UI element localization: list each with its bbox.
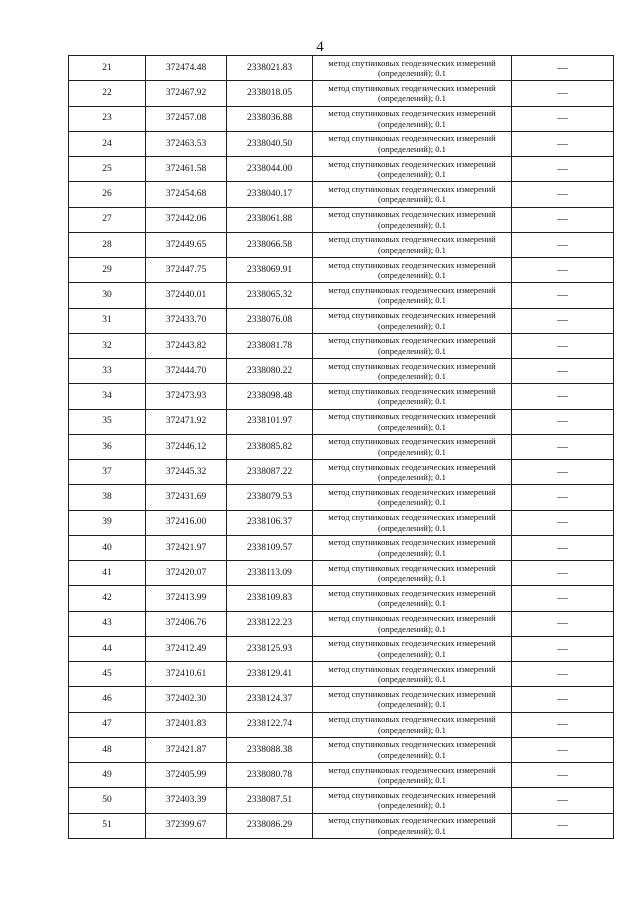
method-accuracy-cell: метод спутниковых геодезических измерений (определений); 0.1: [313, 56, 512, 81]
method-accuracy-cell: метод спутниковых геодезических измерений (определений); 0.1: [313, 611, 512, 636]
description-cell: —: [512, 359, 614, 384]
method-accuracy-cell: метод спутниковых геодезических измерений (определений); 0.1: [313, 359, 512, 384]
point-number-cell: 39: [69, 510, 146, 535]
x-coordinate-cell: 372457.08: [146, 106, 227, 131]
description-cell: —: [512, 182, 614, 207]
description-cell: —: [512, 232, 614, 257]
page-number: 4: [316, 39, 324, 55]
x-coordinate-cell: 372440.01: [146, 283, 227, 308]
table-row: [69, 510, 614, 535]
table-row: [69, 561, 614, 586]
x-coordinate-cell: 372402.30: [146, 687, 227, 712]
description-cell: —: [512, 712, 614, 737]
method-accuracy-cell: метод спутниковых геодезических измерений (определений); 0.1: [313, 106, 512, 131]
table-row: [69, 157, 614, 182]
method-accuracy-cell: метод спутниковых геодезических измерений (определений); 0.1: [313, 737, 512, 762]
y-coordinate-cell: 2338066.58: [227, 232, 313, 257]
table-row: [69, 283, 614, 308]
description-cell: —: [512, 737, 614, 762]
description-cell: —: [512, 535, 614, 560]
y-coordinate-cell: 2338124.37: [227, 687, 313, 712]
method-accuracy-cell: метод спутниковых геодезических измерений (определений); 0.1: [313, 535, 512, 560]
x-coordinate-cell: 372412.49: [146, 636, 227, 661]
x-coordinate-cell: 372446.12: [146, 434, 227, 459]
description-cell: —: [512, 687, 614, 712]
point-number-cell: 27: [69, 207, 146, 232]
method-accuracy-cell: метод спутниковых геодезических измерений (определений); 0.1: [313, 131, 512, 156]
y-coordinate-cell: 2338129.41: [227, 662, 313, 687]
description-cell: —: [512, 510, 614, 535]
table-row: [69, 788, 614, 813]
x-coordinate-cell: 372410.61: [146, 662, 227, 687]
point-number-cell: 41: [69, 561, 146, 586]
method-accuracy-cell: метод спутниковых геодезических измерений (определений); 0.1: [313, 182, 512, 207]
table-row: [69, 207, 614, 232]
point-number-cell: 26: [69, 182, 146, 207]
description-cell: —: [512, 434, 614, 459]
y-coordinate-cell: 2338069.91: [227, 258, 313, 283]
y-coordinate-cell: 2338080.22: [227, 359, 313, 384]
table-row: [69, 737, 614, 762]
x-coordinate-cell: 372471.92: [146, 409, 227, 434]
table-row: [69, 56, 614, 81]
description-cell: —: [512, 258, 614, 283]
y-coordinate-cell: 2338086.29: [227, 813, 313, 838]
y-coordinate-cell: 2338061.88: [227, 207, 313, 232]
point-number-cell: 43: [69, 611, 146, 636]
point-number-cell: 36: [69, 434, 146, 459]
table-row: [69, 308, 614, 333]
method-accuracy-cell: метод спутниковых геодезических измерений (определений); 0.1: [313, 712, 512, 737]
y-coordinate-cell: 2338044.00: [227, 157, 313, 182]
x-coordinate-cell: 372405.99: [146, 763, 227, 788]
y-coordinate-cell: 2338122.74: [227, 712, 313, 737]
table-row: [69, 409, 614, 434]
method-accuracy-cell: метод спутниковых геодезических измерений (определений); 0.1: [313, 384, 512, 409]
x-coordinate-cell: 372431.69: [146, 485, 227, 510]
method-accuracy-cell: метод спутниковых геодезических измерений (определений); 0.1: [313, 485, 512, 510]
method-accuracy-cell: метод спутниковых геодезических измерений (определений); 0.1: [313, 460, 512, 485]
x-coordinate-cell: 372401.83: [146, 712, 227, 737]
method-accuracy-cell: метод спутниковых геодезических измерений (определений); 0.1: [313, 258, 512, 283]
table-row: [69, 636, 614, 661]
x-coordinate-cell: 372473.93: [146, 384, 227, 409]
method-accuracy-cell: метод спутниковых геодезических измерений (определений); 0.1: [313, 813, 512, 838]
method-accuracy-cell: метод спутниковых геодезических измерений (определений); 0.1: [313, 510, 512, 535]
point-number-cell: 21: [69, 56, 146, 81]
point-number-cell: 45: [69, 662, 146, 687]
method-accuracy-cell: метод спутниковых геодезических измерений (определений); 0.1: [313, 409, 512, 434]
table-row: [69, 813, 614, 838]
table-row: [69, 258, 614, 283]
y-coordinate-cell: 2338036.88: [227, 106, 313, 131]
y-coordinate-cell: 2338101.97: [227, 409, 313, 434]
y-coordinate-cell: 2338106.37: [227, 510, 313, 535]
y-coordinate-cell: 2338065.32: [227, 283, 313, 308]
table-row: [69, 460, 614, 485]
point-number-cell: 38: [69, 485, 146, 510]
x-coordinate-cell: 372444.70: [146, 359, 227, 384]
method-accuracy-cell: метод спутниковых геодезических измерений (определений); 0.1: [313, 561, 512, 586]
y-coordinate-cell: 2338085.82: [227, 434, 313, 459]
description-cell: —: [512, 460, 614, 485]
method-accuracy-cell: метод спутниковых геодезических измерений (определений); 0.1: [313, 687, 512, 712]
method-accuracy-cell: метод спутниковых геодезических измерений (определений); 0.1: [313, 333, 512, 358]
table-row: [69, 662, 614, 687]
x-coordinate-cell: 372474.48: [146, 56, 227, 81]
point-number-cell: 47: [69, 712, 146, 737]
y-coordinate-cell: 2338081.78: [227, 333, 313, 358]
point-number-cell: 22: [69, 81, 146, 106]
point-number-cell: 37: [69, 460, 146, 485]
description-cell: —: [512, 283, 614, 308]
point-number-cell: 49: [69, 763, 146, 788]
x-coordinate-cell: 372399.67: [146, 813, 227, 838]
description-cell: —: [512, 561, 614, 586]
description-cell: —: [512, 106, 614, 131]
x-coordinate-cell: 372420.07: [146, 561, 227, 586]
x-coordinate-cell: 372461.58: [146, 157, 227, 182]
point-number-cell: 28: [69, 232, 146, 257]
point-number-cell: 34: [69, 384, 146, 409]
table-row: [69, 384, 614, 409]
table-row: [69, 106, 614, 131]
y-coordinate-cell: 2338088.38: [227, 737, 313, 762]
y-coordinate-cell: 2338109.83: [227, 586, 313, 611]
x-coordinate-cell: 372445.32: [146, 460, 227, 485]
point-number-cell: 42: [69, 586, 146, 611]
point-number-cell: 48: [69, 737, 146, 762]
table-row: [69, 333, 614, 358]
method-accuracy-cell: метод спутниковых геодезических измерений (определений); 0.1: [313, 157, 512, 182]
y-coordinate-cell: 2338040.17: [227, 182, 313, 207]
y-coordinate-cell: 2338087.22: [227, 460, 313, 485]
point-number-cell: 30: [69, 283, 146, 308]
description-cell: —: [512, 813, 614, 838]
point-number-cell: 25: [69, 157, 146, 182]
point-number-cell: 32: [69, 333, 146, 358]
table-row: [69, 232, 614, 257]
table-row: [69, 182, 614, 207]
x-coordinate-cell: 372447.75: [146, 258, 227, 283]
x-coordinate-cell: 372416.00: [146, 510, 227, 535]
point-number-cell: 31: [69, 308, 146, 333]
x-coordinate-cell: 372433.70: [146, 308, 227, 333]
y-coordinate-cell: 2338080.78: [227, 763, 313, 788]
method-accuracy-cell: метод спутниковых геодезических измерений (определений); 0.1: [313, 434, 512, 459]
method-accuracy-cell: метод спутниковых геодезических измерений (определений); 0.1: [313, 308, 512, 333]
point-number-cell: 40: [69, 535, 146, 560]
table-row: [69, 611, 614, 636]
table-row: [69, 81, 614, 106]
method-accuracy-cell: метод спутниковых геодезических измерений (определений); 0.1: [313, 788, 512, 813]
table-row: [69, 485, 614, 510]
y-coordinate-cell: 2338098.48: [227, 384, 313, 409]
description-cell: —: [512, 485, 614, 510]
description-cell: —: [512, 636, 614, 661]
description-cell: —: [512, 662, 614, 687]
y-coordinate-cell: 2338109.57: [227, 535, 313, 560]
table-row: [69, 586, 614, 611]
method-accuracy-cell: метод спутниковых геодезических измерений (определений); 0.1: [313, 81, 512, 106]
table-row: [69, 359, 614, 384]
table-row: [69, 131, 614, 156]
description-cell: —: [512, 81, 614, 106]
description-cell: —: [512, 611, 614, 636]
coordinates-table: [68, 55, 614, 839]
description-cell: —: [512, 586, 614, 611]
table-row: [69, 712, 614, 737]
point-number-cell: 50: [69, 788, 146, 813]
point-number-cell: 51: [69, 813, 146, 838]
description-cell: —: [512, 207, 614, 232]
y-coordinate-cell: 2338076.08: [227, 308, 313, 333]
point-number-cell: 44: [69, 636, 146, 661]
table-row: [69, 535, 614, 560]
x-coordinate-cell: 372443.82: [146, 333, 227, 358]
description-cell: —: [512, 409, 614, 434]
table-row: [69, 763, 614, 788]
y-coordinate-cell: 2338113.09: [227, 561, 313, 586]
y-coordinate-cell: 2338018.05: [227, 81, 313, 106]
y-coordinate-cell: 2338040.50: [227, 131, 313, 156]
description-cell: —: [512, 763, 614, 788]
x-coordinate-cell: 372403.39: [146, 788, 227, 813]
method-accuracy-cell: метод спутниковых геодезических измерений (определений); 0.1: [313, 207, 512, 232]
x-coordinate-cell: 372463.53: [146, 131, 227, 156]
description-cell: —: [512, 788, 614, 813]
method-accuracy-cell: метод спутниковых геодезических измерений (определений); 0.1: [313, 662, 512, 687]
description-cell: —: [512, 131, 614, 156]
coordinates-table-body: [69, 56, 614, 839]
y-coordinate-cell: 2338125.93: [227, 636, 313, 661]
y-coordinate-cell: 2338087.51: [227, 788, 313, 813]
x-coordinate-cell: 372421.97: [146, 535, 227, 560]
table-row: [69, 687, 614, 712]
point-number-cell: 23: [69, 106, 146, 131]
x-coordinate-cell: 372413.99: [146, 586, 227, 611]
y-coordinate-cell: 2338079.53: [227, 485, 313, 510]
method-accuracy-cell: метод спутниковых геодезических измерений (определений); 0.1: [313, 232, 512, 257]
x-coordinate-cell: 372406.76: [146, 611, 227, 636]
y-coordinate-cell: 2338122.23: [227, 611, 313, 636]
x-coordinate-cell: 372454.68: [146, 182, 227, 207]
description-cell: —: [512, 333, 614, 358]
method-accuracy-cell: метод спутниковых геодезических измерений (определений); 0.1: [313, 283, 512, 308]
x-coordinate-cell: 372421.87: [146, 737, 227, 762]
point-number-cell: 46: [69, 687, 146, 712]
table-row: [69, 434, 614, 459]
method-accuracy-cell: метод спутниковых геодезических измерений (определений); 0.1: [313, 586, 512, 611]
description-cell: —: [512, 157, 614, 182]
description-cell: —: [512, 56, 614, 81]
point-number-cell: 29: [69, 258, 146, 283]
y-coordinate-cell: 2338021.83: [227, 56, 313, 81]
x-coordinate-cell: 372442.06: [146, 207, 227, 232]
method-accuracy-cell: метод спутниковых геодезических измерений (определений); 0.1: [313, 763, 512, 788]
point-number-cell: 33: [69, 359, 146, 384]
x-coordinate-cell: 372449.65: [146, 232, 227, 257]
point-number-cell: 35: [69, 409, 146, 434]
point-number-cell: 24: [69, 131, 146, 156]
x-coordinate-cell: 372467.92: [146, 81, 227, 106]
method-accuracy-cell: метод спутниковых геодезических измерений (определений); 0.1: [313, 636, 512, 661]
description-cell: —: [512, 384, 614, 409]
description-cell: —: [512, 308, 614, 333]
